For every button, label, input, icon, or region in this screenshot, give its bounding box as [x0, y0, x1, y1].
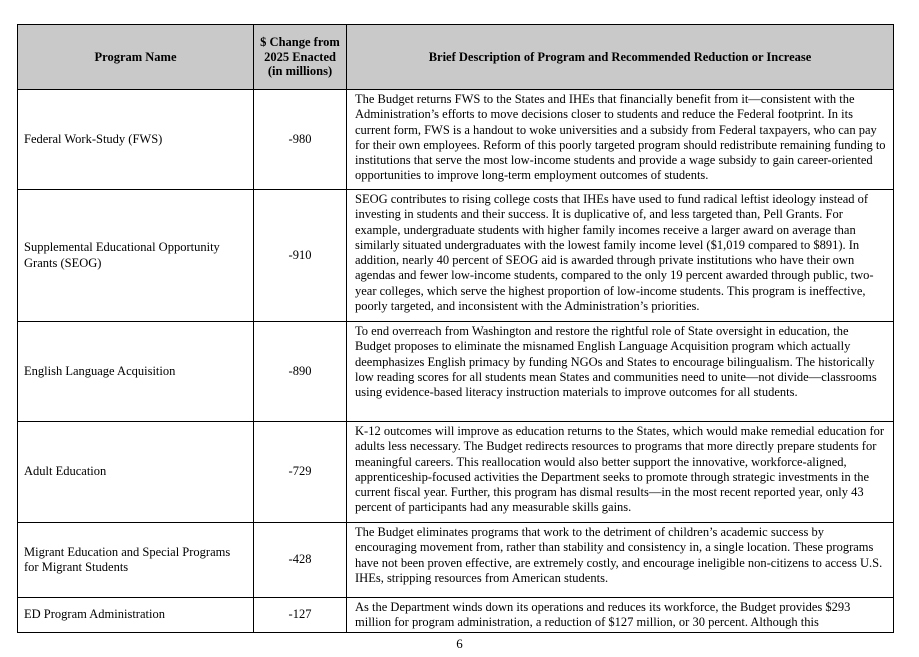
program-name-cell: English Language Acquisition: [18, 322, 254, 422]
header-description: Brief Description of Program and Recommended Reduction or Increase: [347, 25, 894, 90]
table-row: [18, 190, 894, 322]
description-cell: As the Department winds down its operations and reduces its workforce, the Budget provides $293 million for program administration, a reduction of $127 million, or 30 percent. Although this: [347, 598, 894, 633]
program-name-cell: Federal Work-Study (FWS): [18, 90, 254, 190]
header-change: $ Change from 2025 Enacted (in millions): [254, 25, 347, 90]
table-row: [18, 90, 894, 190]
table-row: [18, 598, 894, 633]
change-cell: -127: [254, 598, 347, 633]
description-cell: K-12 outcomes will improve as education returns to the States, which would make remedial education for adults less necessary. The Budget redirects resources to programs that more directly prepare students for meaningful careers. This reallocation would also better support the innovative, workforce-aligned, apprenticeship-focused activities the Department seeks to promote through strategic investments in the current fiscal year. Further, this program has dismal results—in the most recent reported year, only 43 percent of participants had any measurable skills gains.: [347, 422, 894, 523]
header-program-name: Program Name: [18, 25, 254, 90]
program-name-cell: Adult Education: [18, 422, 254, 523]
program-name-cell: Migrant Education and Special Programs for Migrant Students: [18, 523, 254, 598]
change-cell: -910: [254, 190, 347, 322]
description-cell: The Budget eliminates programs that work to the detriment of children’s academic success by encouraging movement from, rather than stability and consistency in, a single location. These programs have not been proven effective, are extremely costly, and encourage ineligible non-citizens to access U.S. IHEs, stripping resources from American students.: [347, 523, 894, 598]
table-row: [18, 523, 894, 598]
description-cell: To end overreach from Washington and restore the rightful role of State oversight in education, the Budget proposes to eliminate the misnamed English Language Acquisition program which actually deemphasizes English primacy by funding NGOs and States to encourage bilingualism. The historically low reading scores for all students mean States and communities need to unite—not divide—classrooms using evidence-based literacy instruction materials to improve outcomes for all students.: [347, 322, 894, 422]
description-cell: SEOG contributes to rising college costs that IHEs have used to fund radical leftist ideology instead of investing in students and their success. It is duplicative of, and less targeted than, Pell Grants. For example, undergraduate students with higher family incomes receive a larger award on average than similarly situated undergraduates with the lowest family income level ($1,019 compared to $891). In addition, nearly 40 percent of SEOG aid is awarded through private institutions who have their own agendas and fewer low-income students, compared to the only 19 percent awarded through public, two-year colleges, which serve the highest proportion of low-income students. This program is ineffective, poorly targeted, and inconsistent with the Administration’s priorities.: [347, 190, 894, 322]
table-row: [18, 422, 894, 523]
budget-reduction-table: [17, 24, 894, 633]
description-cell: The Budget returns FWS to the States and IHEs that financially benefit from it—consistent with the Administration’s efforts to move decisions closer to students and reduce the Federal footprint. In its current form, FWS is a handout to woke universities and a subsidy from Federal taxpayers, who can pay for their own employees. Reform of this poorly targeted program should redistribute remaining funding to institutions that serve the most low-income students and provide a wage subsidy to gain career-oriented opportunities to improve long-term employment outcomes of students.: [347, 90, 894, 190]
change-cell: -428: [254, 523, 347, 598]
change-cell: -980: [254, 90, 347, 190]
table-row: [18, 322, 894, 422]
page-number: 6: [456, 636, 463, 651]
table-header-row: [18, 25, 894, 90]
program-name-cell: Supplemental Educational Opportunity Grants (SEOG): [18, 190, 254, 322]
change-cell: -890: [254, 322, 347, 422]
program-name-cell: ED Program Administration: [18, 598, 254, 633]
change-cell: -729: [254, 422, 347, 523]
